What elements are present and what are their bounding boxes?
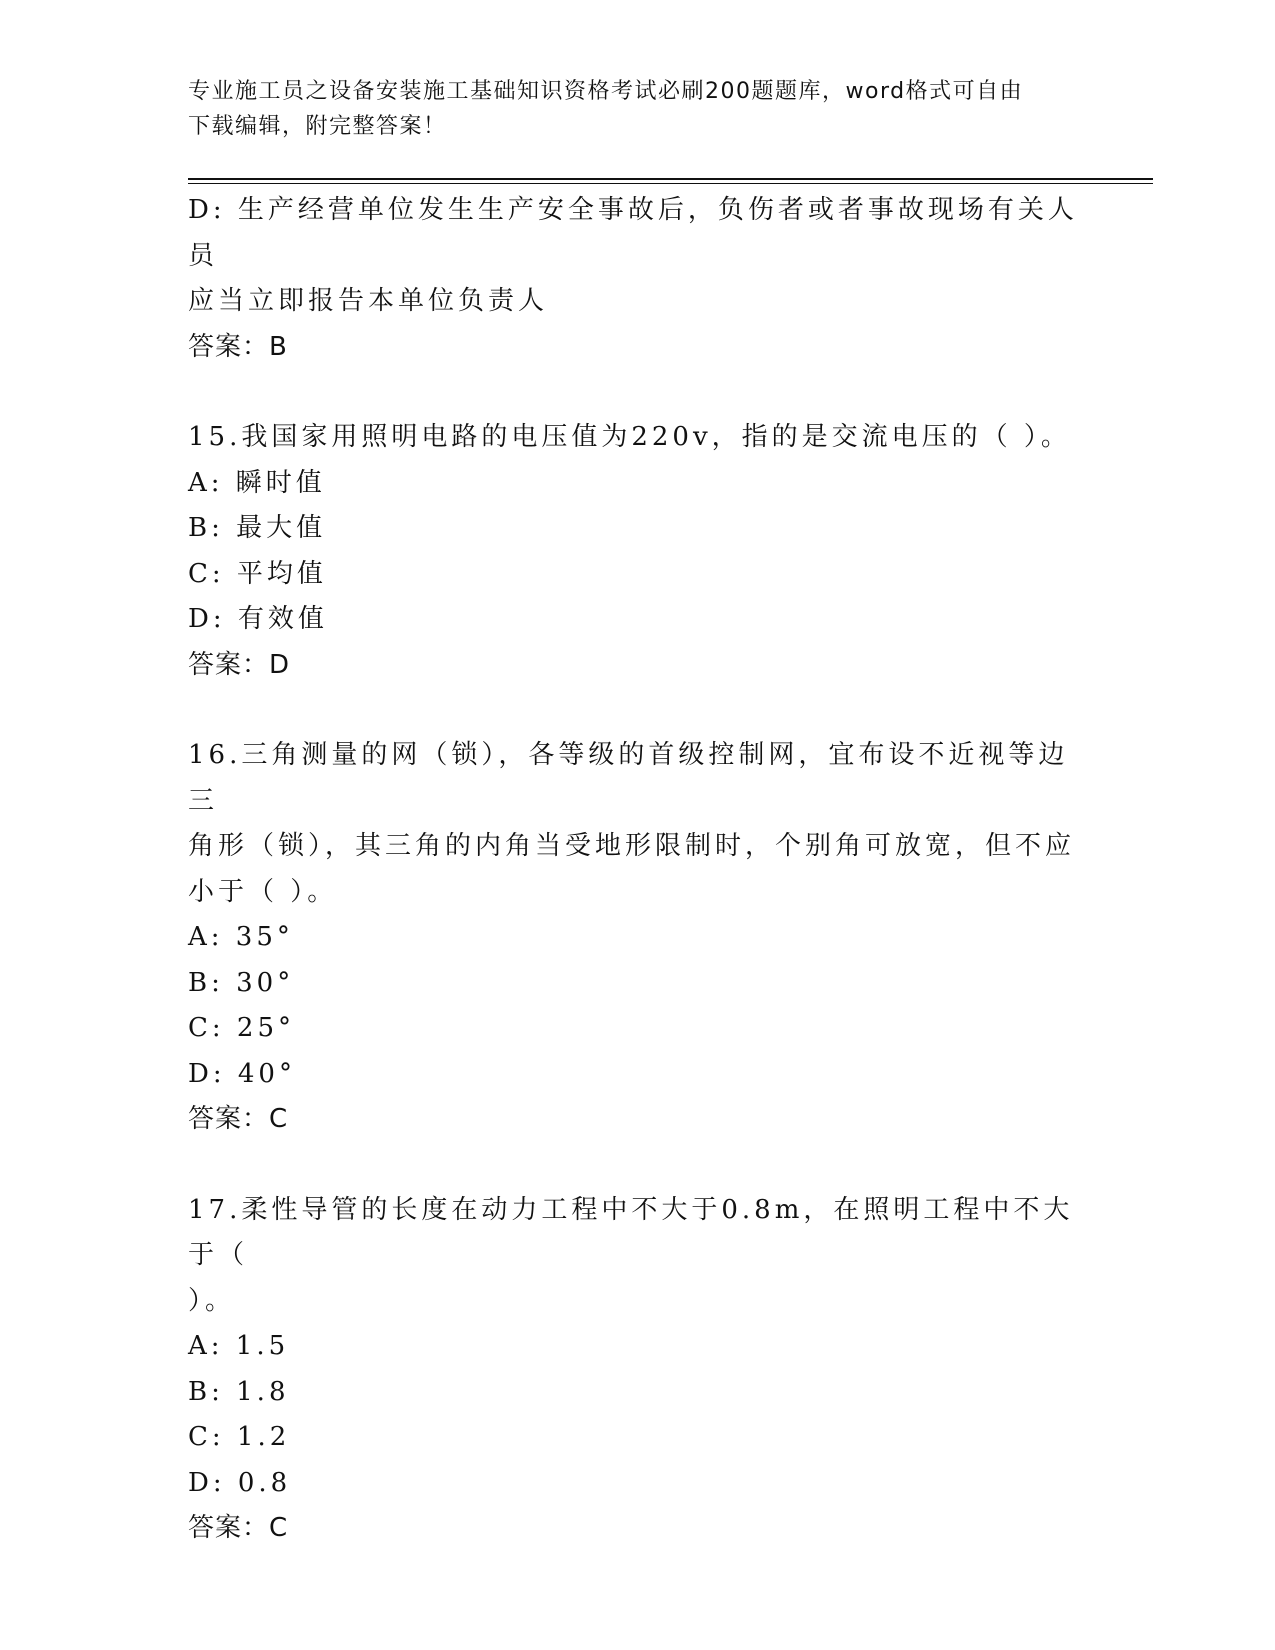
question-text: 17.柔性导管的长度在动力工程中不大于0.8m，在照明工程中不大于（ bbox=[188, 1194, 1074, 1270]
question-14-tail bbox=[188, 188, 1088, 370]
option-d: D: 0.8 bbox=[188, 1467, 292, 1498]
question-16 bbox=[188, 733, 1088, 1143]
spacer bbox=[188, 1143, 1088, 1188]
answer: 答案：C bbox=[188, 1104, 289, 1134]
option-a: A: 35° bbox=[188, 922, 294, 952]
answer: 答案：B bbox=[188, 331, 288, 362]
question-text-continued: 小于（ ）。 bbox=[188, 876, 338, 907]
option-c: C: 1.2 bbox=[188, 1422, 291, 1452]
question-text-continued: ）。 bbox=[188, 1285, 236, 1316]
option-b: B: 最大值 bbox=[188, 513, 327, 543]
question-text: 16.三角测量的网（锁），各等级的首级控制网，宜布设不近视等边三 bbox=[188, 740, 1069, 816]
question-text: 15.我国家用照明电路的电压值为220v，指的是交流电压的（ ）。 bbox=[188, 422, 1071, 452]
header-line-1: 专业施工员之设备安装施工基础知识资格考试必刷200题题库，word格式可自由 bbox=[188, 79, 1024, 104]
option-b: B: 1.8 bbox=[188, 1376, 290, 1407]
question-list bbox=[188, 188, 1088, 1552]
header-divider-thick bbox=[188, 178, 1153, 180]
option-c: C: 25° bbox=[188, 1013, 296, 1043]
option-d-continued: 应当立即报告本单位负责人 bbox=[188, 286, 549, 316]
option-c: C: 平均值 bbox=[188, 558, 327, 589]
answer: 答案：D bbox=[188, 649, 291, 680]
document-header bbox=[188, 74, 1068, 144]
answer: 答案：C bbox=[188, 1513, 289, 1543]
spacer bbox=[188, 370, 1088, 415]
question-17 bbox=[188, 1188, 1088, 1552]
question-15 bbox=[188, 415, 1088, 688]
header-divider-thin bbox=[188, 183, 1153, 184]
option-d: D: 生产经营单位发生生产安全事故后，负伤者或者事故现场有关人员 bbox=[188, 195, 1078, 271]
option-d: D: 40° bbox=[188, 1058, 296, 1089]
option-d: D: 有效值 bbox=[188, 604, 328, 634]
header-line-2: 下载编辑，附完整答案！ bbox=[188, 114, 447, 139]
option-a: A: 瞬时值 bbox=[188, 467, 326, 498]
question-text-continued: 角形（锁），其三角的内角当受地形限制时，个别角可放宽，但不应 bbox=[188, 831, 1076, 861]
option-a: A: 1.5 bbox=[188, 1331, 290, 1361]
option-b: B: 30° bbox=[188, 967, 295, 998]
spacer bbox=[188, 688, 1088, 733]
